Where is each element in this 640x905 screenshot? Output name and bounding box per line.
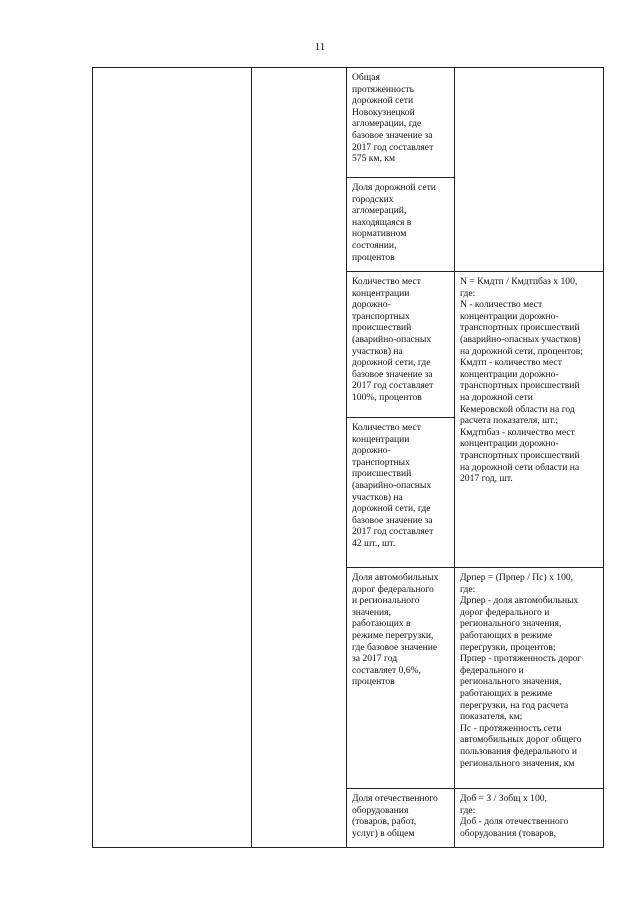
indicator-cell — [347, 418, 455, 568]
indicator-cell — [347, 178, 455, 272]
method-cell — [455, 789, 604, 848]
indicator-cell — [347, 272, 455, 418]
indicator-text: Общая протяженность дорожной сети Новокузнецкой агломерации, где базовое значение за 2017 год составляет 575 км, км — [352, 72, 434, 165]
method-text: Дрпер = (Прпер / Пс) x 100, где: Дрпер - доля автомобильных дорог федерального и регионального значения, работающих в режиме перегрузки, процентов; Прпер - протяженность дорог федерального и регионального значения, работающих в режиме перегрузки, на год расчета показателя, км; Пс - протяженность сети автомобильных дорог общего пользования федерального и регионального значения, км — [460, 572, 582, 769]
empty-cell-col2 — [252, 68, 347, 848]
indicator-text: Количество мест концентрации дорожно- транспортных происшествий (аварийно-опасных участков) на дорожной сети, где базовое значение за 2017 год составляет 42 шт., шт. — [352, 422, 434, 549]
indicator-text: Доля дорожной сети городских агломераций, находящаяся в нормативном состоянии, процентов — [352, 182, 436, 263]
method-text: Доб = З / Зобщ x 100, где: Доб - доля отечественного оборудования (товаров, — [460, 793, 569, 839]
method-text: N = Кмдтп / Кмдтпбаз x 100, где: N - количество мест концентрации дорожно- транспортных происшествий (аварийно-опасных участков) на дорожной сети, процентов; Кмдтп - количество мест концентрации дорожно- транспортных происшествий на дорожной сети Кемеровской области на год расчета показателя, шт.; Кмдтпбаз - количество мест концентрации дорожно- транспортных происшествий на дорожной сети области на 2017 год, шт. — [460, 276, 583, 485]
method-cell — [455, 568, 604, 789]
indicator-cell — [347, 68, 455, 178]
indicator-cell — [347, 568, 455, 789]
method-cell — [455, 272, 604, 568]
indicator-text: Доля отечественного оборудования (товаров, работ, услуг) в общем — [352, 793, 438, 839]
indicators-table — [92, 67, 604, 848]
empty-cell-col1 — [93, 68, 252, 848]
indicator-text: Доля автомобильных дорог федерального и регионального значения, работающих в режиме перегрузки, где базовое значение за 2017 год составляет 0,6%, процентов — [352, 572, 439, 688]
table-row — [93, 68, 604, 178]
method-cell — [455, 68, 604, 272]
indicator-cell — [347, 789, 455, 848]
indicator-text: Количество мест концентрации дорожно- транспортных происшествий (аварийно-опасных участков) на дорожной сети, где базовое значение за 2017 год составляет 100%, процентов — [352, 276, 434, 403]
page-number: 11 — [314, 41, 326, 53]
